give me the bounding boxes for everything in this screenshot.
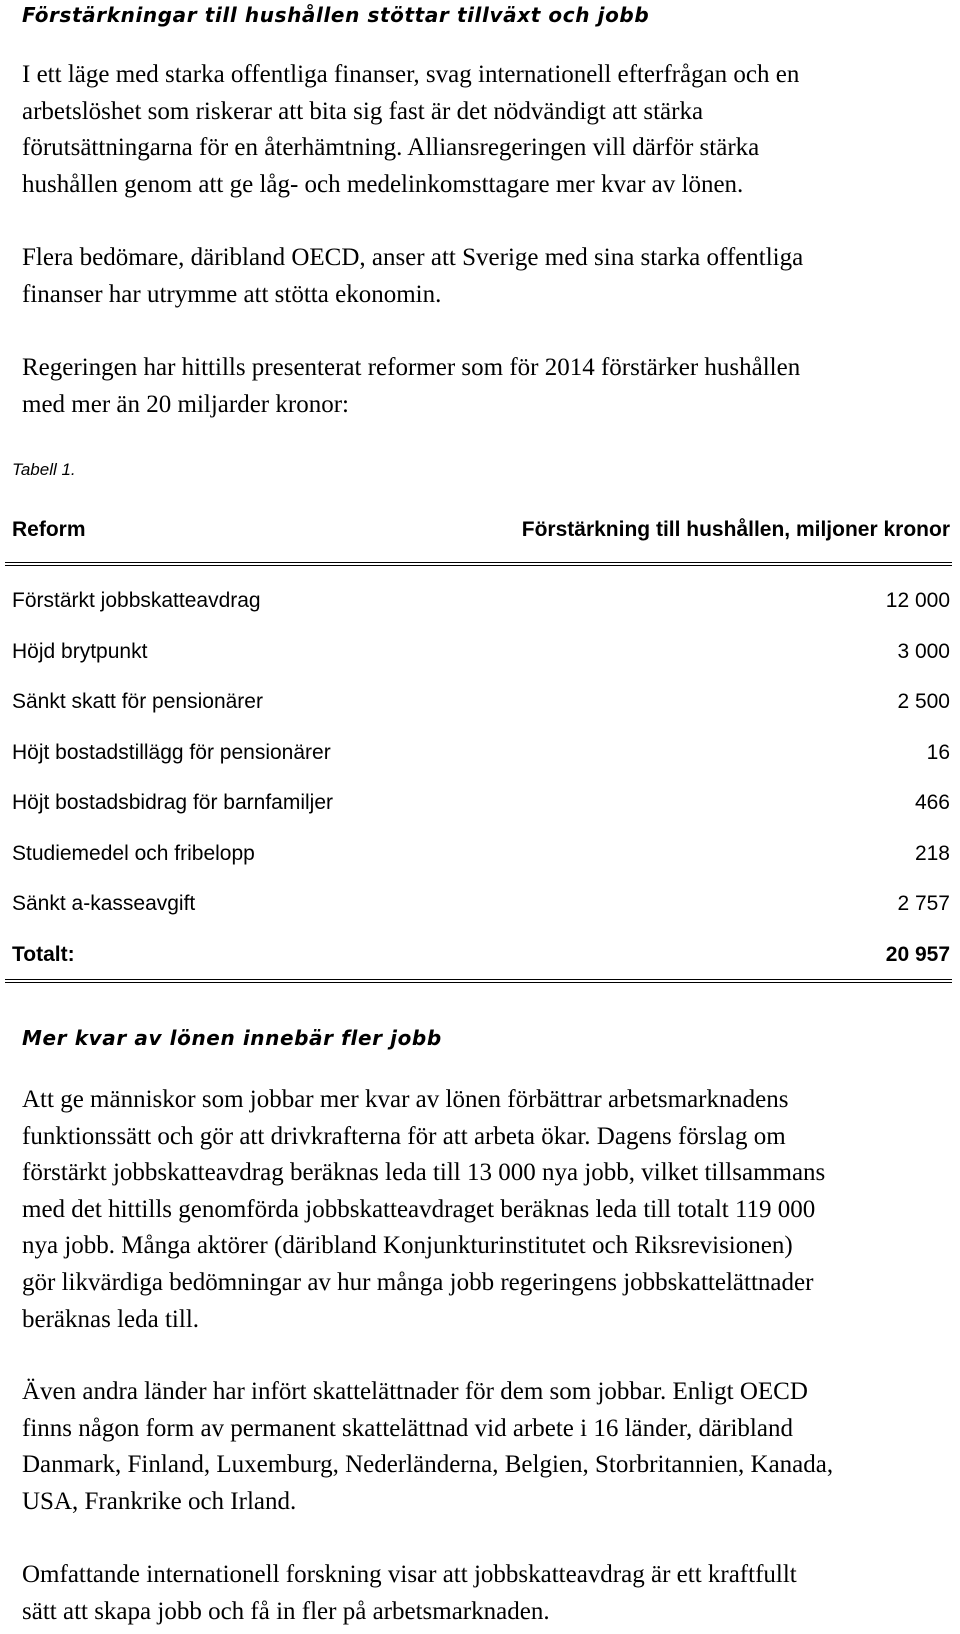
paragraph-line: beräknas leda till.	[22, 1305, 200, 1333]
column-header-amount: Förstärkning till hushållen, miljoner kronor	[521, 518, 950, 541]
table-row	[5, 627, 952, 678]
reform-cell: Studiemedel och fribelopp	[12, 841, 255, 865]
section-heading: Mer kvar av lönen innebär fler jobb	[22, 1026, 442, 1050]
table-body	[5, 576, 952, 980]
total-label: Totalt:	[12, 942, 75, 966]
total-amount: 20 957	[885, 942, 950, 966]
paragraph-line: Omfattande internationell forskning visar att jobbskatteavdrag är ett kraftfullt	[22, 1561, 797, 1588]
paragraph-line: nya jobb. Många aktörer (däribland Konjunkturinstitutet och Riksrevisionen)	[22, 1232, 793, 1260]
amount-cell: 466	[914, 791, 950, 814]
amount-cell: 2 500	[897, 690, 950, 713]
section-paragraph-2	[22, 1374, 833, 1520]
table-row	[5, 576, 952, 627]
paragraph-line: Regeringen har hittills presenterat reformer som för 2014 förstärker hushållen	[22, 354, 801, 381]
reform-cell: Sänkt a-kasseavgift	[12, 892, 196, 915]
table-header-row	[5, 510, 952, 550]
reform-cell: Höjt bostadsbidrag för barnfamiljer	[12, 791, 333, 814]
reform-cell: Förstärkt jobbskatteavdrag	[12, 589, 261, 612]
page-title: Förstärkningar till hushållen stöttar tillväxt och jobb	[22, 3, 650, 27]
section-paragraph-1	[22, 1082, 825, 1338]
paragraph-line: Danmark, Finland, Luxemburg, Nederländerna, Belgien, Storbritannien, Kanada,	[22, 1451, 834, 1479]
paragraph-line: med det hittills genomförda jobbskatteavdraget beräknas leda till totalt 119 000	[22, 1195, 816, 1223]
amount-cell: 16	[926, 740, 950, 764]
amount-cell: 2 757	[897, 892, 950, 915]
paragraph-line: förstärkt jobbskatteavdrag beräknas leda till 13 000 nya jobb, vilket tillsammans	[22, 1159, 826, 1187]
header-double-rule	[5, 562, 952, 566]
table-total-row	[5, 930, 952, 981]
paragraph-line: I ett läge med starka offentliga finanser, svag internationell efterfrågan och en	[22, 61, 800, 88]
table-row	[5, 728, 952, 779]
section-paragraph-3	[22, 1557, 797, 1630]
table-row	[5, 778, 952, 829]
paragraph-line: Flera bedömare, däribland OECD, anser att Sverige med sina starka offentliga	[22, 244, 804, 271]
intro-paragraph-3	[22, 350, 800, 423]
paragraph-line: finanser har utrymme att stötta ekonomin.	[22, 280, 442, 308]
paragraph-line: Även andra länder har infört skattelättnader för dem som jobbar. Enligt OECD	[22, 1378, 808, 1405]
amount-cell: 3 000	[897, 639, 950, 663]
amount-cell: 12 000	[885, 589, 950, 612]
paragraph-line: finns någon form av permanent skattelättnad vid arbete i 16 länder, däribland	[22, 1414, 793, 1442]
total-double-rule	[5, 979, 952, 983]
paragraph-line: förutsättningarna för en återhämtning. Alliansregeringen vill därför stärka	[22, 134, 760, 162]
paragraph-line: hushållen genom att ge låg- och medelinkomsttagare mer kvar av lönen.	[22, 170, 744, 198]
paragraph-line: USA, Frankrike och Irland.	[22, 1487, 297, 1515]
paragraph-line: sätt att skapa jobb och få in fler på arbetsmarknaden.	[22, 1597, 550, 1625]
paragraph-line: arbetslöshet som riskerar att bita sig fast är det nödvändigt att stärka	[22, 97, 704, 125]
table-row	[5, 879, 952, 930]
table-caption: Tabell 1.	[12, 460, 76, 479]
paragraph-line: med mer än 20 miljarder kronor:	[22, 390, 349, 418]
intro-paragraph-1	[22, 57, 799, 203]
column-header-reform: Reform	[12, 518, 86, 541]
paragraph-line: gör likvärdiga bedömningar av hur många jobb regeringens jobbskattelättnader	[22, 1268, 814, 1296]
reform-cell: Höjd brytpunkt	[12, 639, 148, 663]
amount-cell: 218	[914, 841, 950, 865]
reform-cell: Sänkt skatt för pensionärer	[12, 690, 263, 713]
table-row	[5, 677, 952, 728]
table-row	[5, 829, 952, 880]
paragraph-line: funktionssätt och gör att drivkrafterna för att arbeta ökar. Dagens förslag om	[22, 1122, 786, 1150]
intro-paragraph-2	[22, 240, 803, 313]
reform-cell: Höjt bostadstillägg för pensionärer	[12, 740, 331, 764]
paragraph-line: Att ge människor som jobbar mer kvar av lönen förbättrar arbetsmarknadens	[22, 1086, 789, 1113]
